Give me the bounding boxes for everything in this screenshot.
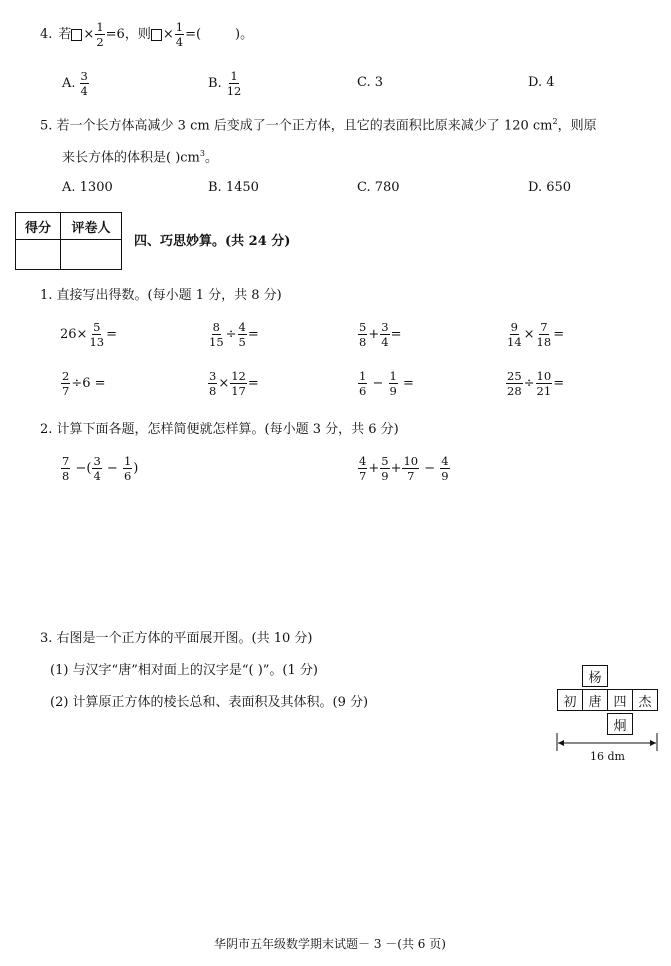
blank-square-icon [151,29,162,41]
net-face-3: 四 [607,689,633,711]
part-1-title: 1. 直接写出得数。(每小题 1 分，共 8 分) [40,288,282,303]
net-face-top: 杨 [582,665,608,687]
q4-option-b: B. $\frac{1}{12}$ [208,69,242,99]
part-2-title: 2. 计算下面各题，怎样简便就怎样算。(每小题 3 分，共 6 分) [40,422,399,437]
net-face-4: 杰 [632,689,658,711]
score-box [15,212,122,270]
net-face-bottom: 炯 [607,713,633,735]
question-4-stem: 4. 若 × $\frac{1}{2}$ =6，则 × $\frac{1}{4}$ =( )。 [40,20,254,50]
score-label: 得分 [16,213,61,240]
part-3-question-1: (1) 与汉字“唐”相对面上的汉字是“( )”。(1 分) [50,663,318,678]
oral-calc-6: $\frac{3}{8}$ × $\frac{12}{17}$ = [209,369,259,399]
page-footer: 华阴市五年级数学期末试题－ 3 －(共 6 页) [214,937,446,951]
question-5-line2: 来长方体的体积是( )$cm^3$。 [62,149,218,166]
fraction: $\frac{1}{2}$ [96,20,104,50]
oral-calc-5: $\frac{2}{7}$ ÷6 = [62,369,106,399]
q5-option-a: A. 1300 [62,180,113,195]
q5-option-c: C. 780 [357,180,400,195]
part-3-title: 3. 右图是一个正方体的平面展开图。(共 10 分) [40,631,313,646]
simplify-problem-1: $\frac{7}{8}$ −( $\frac{3}{4}$ − $\frac{1}{6}$ ) [62,454,139,484]
q4-option-d: D. 4 [528,75,555,90]
simplify-problem-2: $\frac{4}{7}$ + $\frac{5}{9}$ + $\frac{10}{7}$ − $\frac{4}{9}$ [359,454,449,484]
section-4-title: 四、巧思妙算。(共 24 分) [134,234,291,249]
q4-option-c: C. 3 [357,75,384,90]
oral-calc-2: $\frac{8}{15}$ ÷ $\frac{4}{5}$ = [209,320,259,350]
net-face-1: 初 [557,689,583,711]
oral-calc-3: $\frac{5}{8}$ + $\frac{3}{4}$ = [359,320,402,350]
grader-cell[interactable] [61,240,122,270]
oral-calc-7: $\frac{1}{6}$ − $\frac{1}{9}$ = [359,369,414,399]
dimension-label: 16 dm [590,750,625,763]
q5-option-b: B. 1450 [208,180,259,195]
grader-label: 评卷人 [61,213,122,240]
q5-option-d: D. 650 [528,180,572,195]
q4-number: 4. [40,27,53,43]
blank-square-icon [71,29,82,41]
question-5-line1: 5. 若一个长方体高减少 3 cm 后变成了一个正方体，且它的表面积比原来减少了 120 $cm^2$，则原 [40,117,597,134]
oral-calc-4: $\frac{9}{14}$ × $\frac{7}{18}$ = [507,320,565,350]
net-face-2: 唐 [582,689,608,711]
q4-option-a: A. $\frac{3}{4}$ [62,69,88,99]
fraction: $\frac{1}{4}$ [175,20,184,50]
part-3-question-2: (2) 计算原正方体的棱长总和、表面积及其体积。(9 分) [50,695,369,710]
oral-calc-1: 26× $\frac{5}{13}$ = [60,320,117,350]
score-cell[interactable] [16,240,61,270]
oral-calc-8: $\frac{25}{28}$ ÷ $\frac{10}{21}$ = [507,369,565,399]
